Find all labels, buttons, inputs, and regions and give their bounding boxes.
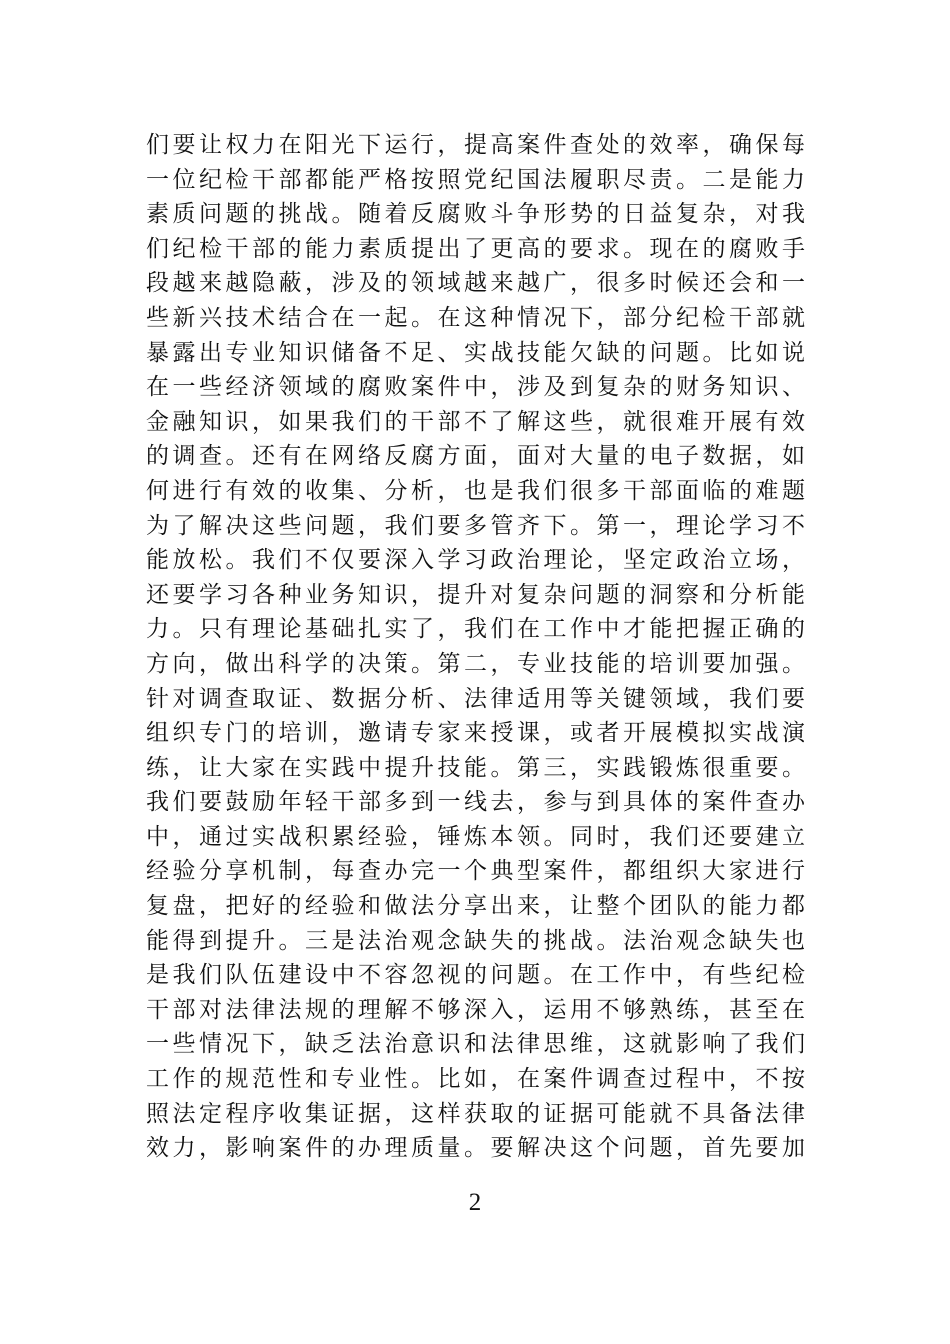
text-line: 复盘，把好的经验和做法分享出来，让整个团队的能力都 (146, 893, 806, 920)
text-line: 为了解决这些问题，我们要多管齐下。第一，理论学习不 (146, 512, 806, 539)
text-line: 能放松。我们不仅要深入学习政治理论，坚定政治立场， (146, 547, 806, 574)
text-line: 组织专门的培训，邀请专家来授课，或者开展模拟实战演 (146, 720, 806, 747)
text-line: 段越来越隐蔽，涉及的领域越来越广，很多时候还会和一 (146, 270, 806, 297)
text-line: 一些情况下，缺乏法治意识和法律思维，这就影响了我们 (146, 1031, 806, 1058)
text-line: 还要学习各种业务知识，提升对复杂问题的洞察和分析能 (146, 581, 806, 608)
text-line: 工作的规范性和专业性。比如，在案件调查过程中，不按 (146, 1066, 806, 1093)
text-line: 练，让大家在实践中提升技能。第三，实践锻炼很重要。 (146, 754, 806, 781)
text-line: 干部对法律法规的理解不够深入，运用不够熟练，甚至在 (146, 996, 806, 1023)
page-number: 2 (468, 1189, 482, 1216)
text-line: 针对调查取证、数据分析、法律适用等关键领域，我们要 (146, 685, 806, 712)
text-line: 力。只有理论基础扎实了，我们在工作中才能把握正确的 (146, 616, 806, 643)
text-line: 素质问题的挑战。随着反腐败斗争形势的日益复杂，对我 (146, 201, 806, 228)
text-line: 效力，影响案件的办理质量。要解决这个问题，首先要加 (146, 1135, 806, 1162)
text-line: 经验分享机制，每查办完一个典型案件，都组织大家进行 (146, 858, 806, 885)
text-line: 暴露出专业知识储备不足、实战技能欠缺的问题。比如说 (146, 339, 806, 366)
text-line: 在一些经济领域的腐败案件中，涉及到复杂的财务知识、 (146, 374, 806, 401)
text-line: 些新兴技术结合在一起。在这种情况下，部分纪检干部就 (146, 304, 806, 331)
text-line: 我们要鼓励年轻干部多到一线去，参与到具体的案件查办 (146, 789, 806, 816)
text-line: 照法定程序收集证据，这样获取的证据可能就不具备法律 (146, 1100, 806, 1127)
text-line: 能得到提升。三是法治观念缺失的挑战。法治观念缺失也 (146, 927, 806, 954)
text-line: 是我们队伍建设中不容忽视的问题。在工作中，有些纪检 (146, 962, 806, 989)
text-line: 们要让权力在阳光下运行，提高案件查处的效率，确保每 (146, 132, 806, 158)
text-line: 金融知识，如果我们的干部不了解这些，就很难开展有效 (146, 408, 806, 435)
text-line: 一位纪检干部都能严格按照党纪国法履职尽责。二是能力 (146, 166, 806, 193)
text-line: 的调查。还有在网络反腐方面，面对大量的电子数据，如 (146, 443, 806, 470)
text-line: 中，通过实战积累经验，锤炼本领。同时，我们还要建立 (146, 823, 806, 850)
text-line: 方向，做出科学的决策。第二，专业技能的培训要加强。 (146, 650, 806, 677)
text-line: 何进行有效的收集、分析，也是我们很多干部面临的难题 (146, 477, 806, 504)
body-text (146, 128, 806, 1166)
text-line: 们纪检干部的能力素质提出了更高的要求。现在的腐败手 (146, 235, 806, 262)
